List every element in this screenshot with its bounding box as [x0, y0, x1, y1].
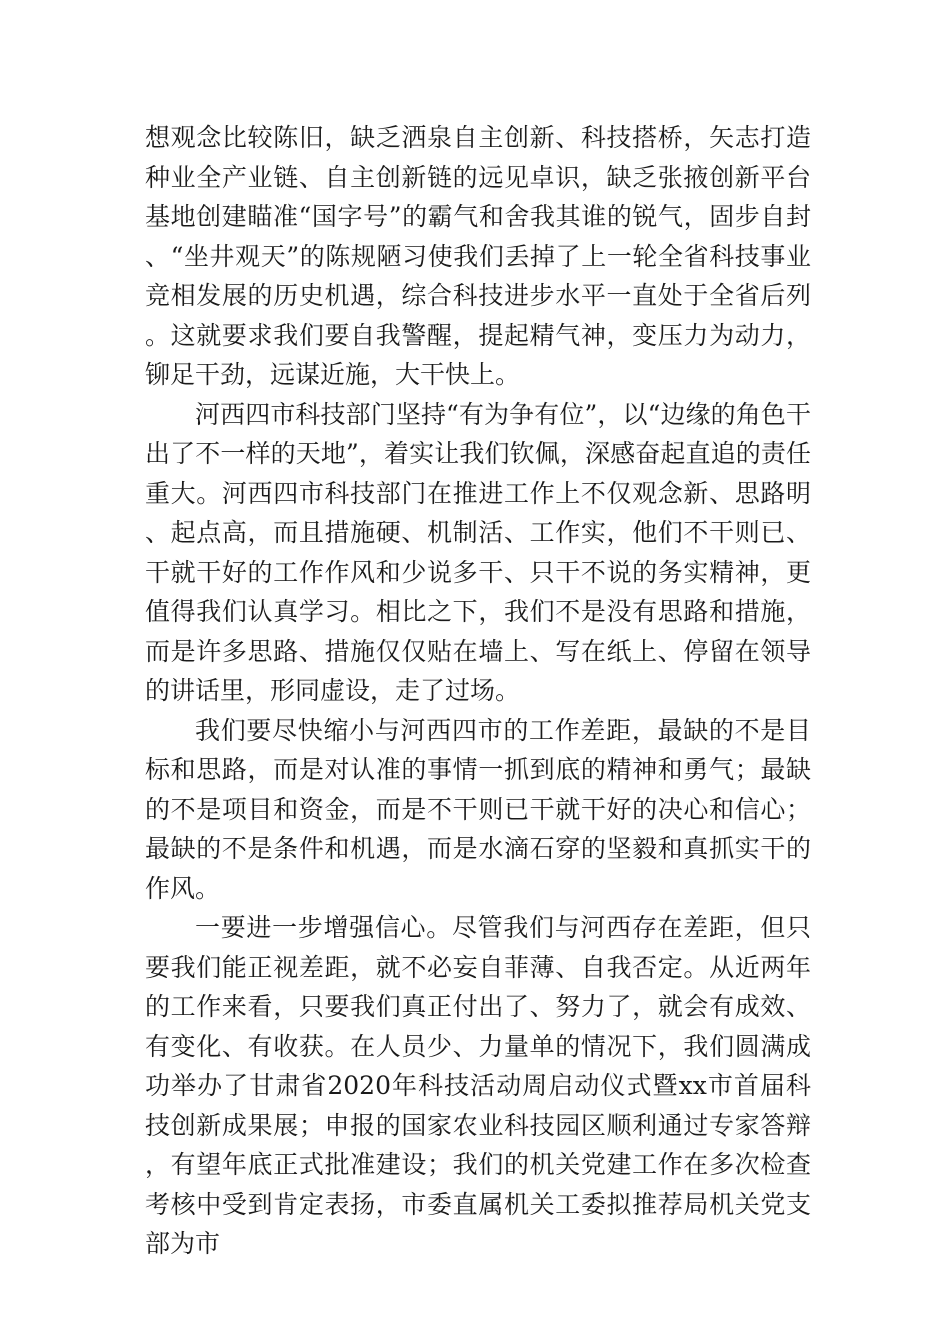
document-body	[145, 118, 811, 1264]
paragraph-strengthen-confidence: 一要进一步增强信心。尽管我们与河西存在差距，但只要我们能正视差距，就不必妄自菲薄、自我否定。从近两年的工作来看，只要我们真正付出了、努力了，就会有成效、有变化、有收获。在人员少、力量单的情况下，我们圆满成功举办了甘肃省2020年科技活动周启动仪式暨xx市首届科技创新成果展；申报的国家农业科技园区顺利通过专家答辩，有望年底正式批准建设；我们的机关党建工作在多次检查考核中受到肯定表扬，市委直属机关工委拟推荐局机关党支部为市	[145, 913, 811, 1258]
paragraph-continuation: 想观念比较陈旧，缺乏洒泉自主创新、科技搭桥，矢志打造种业全产业链、自主创新链的远见卓识，缺乏张掖创新平台基地创建瞄准“国字号”的霸气和舍我其谁的锐气，固步自封、“坐井观天”的陈规陋习使我们丢掉了上一轮全省科技事业竞相发展的历史机遇，综合科技进步水平一直处于全省后列。这就要求我们要自我警醒，提起精气神，变压力为动力，铆足干劲，远谋近施，大干快上。	[145, 123, 811, 389]
paragraph-hexi-four-cities: 河西四市科技部门坚持“有为争有位”，以“边缘的角色干出了不一样的天地”，着实让我们钦佩，深感奋起直追的责任重大。河西四市科技部门在推进工作上不仅观念新、思路明、起点高，而且措施硬、机制活、工作实，他们不干则已、干就干好的工作作风和少说多干、只干不说的务实精神，更值得我们认真学习。相比之下，我们不是没有思路和措施，而是许多思路、措施仅仅贴在墙上、写在纸上、停留在领导的讲话里，形同虚设，走了过场。	[145, 399, 811, 705]
paragraph-narrow-gap: 我们要尽快缩小与河西四市的工作差距，最缺的不是目标和思路，而是对认准的事情一抓到底的精神和勇气；最缺的不是项目和资金，而是不干则已干就干好的决心和信心；最缺的不是条件和机遇，而是水滴石穿的坚毅和真抓实干的作风。	[145, 715, 811, 903]
